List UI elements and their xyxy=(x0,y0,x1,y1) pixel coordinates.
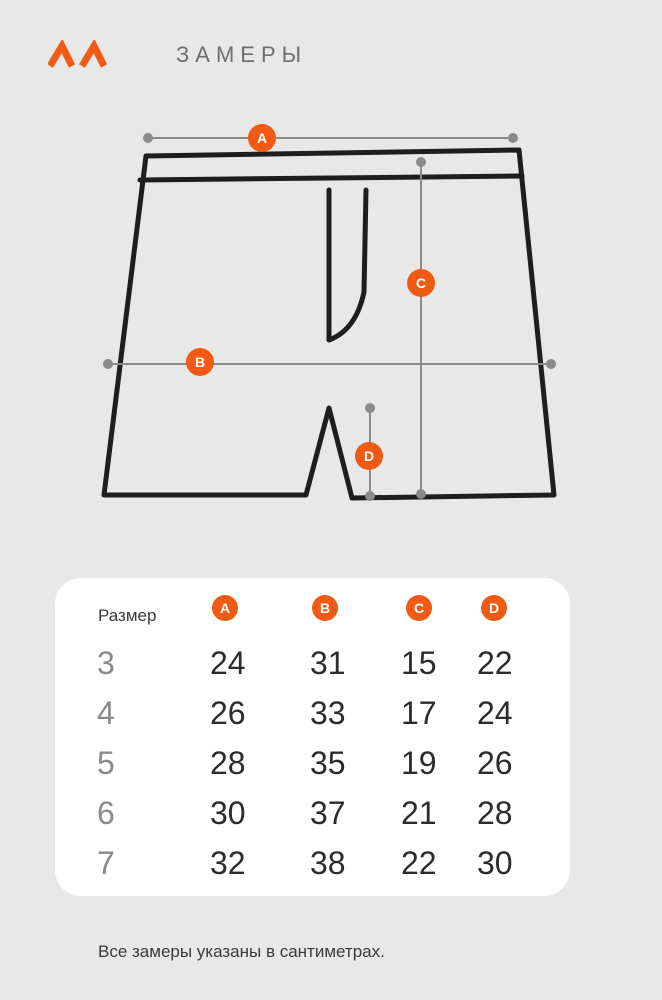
size-value: 4 xyxy=(97,695,115,731)
measure-b-value: 35 xyxy=(310,745,346,781)
shorts-outline xyxy=(104,150,554,498)
column-badge-a: A xyxy=(212,595,238,621)
marker-a xyxy=(248,124,276,152)
measure-a-value: 32 xyxy=(210,845,246,881)
measure-c-value: 22 xyxy=(401,845,437,881)
measure-a-value: 24 xyxy=(210,645,246,681)
measure-b-value: 31 xyxy=(310,645,346,681)
column-badge-b: B xyxy=(312,595,338,621)
svg-text:B: B xyxy=(194,354,206,370)
measure-c-value: 15 xyxy=(401,645,437,681)
table-row xyxy=(55,638,570,688)
size-table-card xyxy=(55,578,570,896)
column-badge-d: D xyxy=(481,595,507,621)
measure-b-value: 33 xyxy=(310,695,346,731)
svg-text:A: A xyxy=(256,130,268,146)
table-row xyxy=(55,788,570,838)
measure-d-value: 28 xyxy=(477,795,513,831)
marker-d xyxy=(355,442,383,470)
size-column-header: Размер xyxy=(98,606,157,625)
table-row xyxy=(55,738,570,788)
measure-c-value: 21 xyxy=(401,795,437,831)
page-title: ЗАМЕРЫ xyxy=(176,42,308,67)
column-badge-c: C xyxy=(406,595,432,621)
units-footnote: Все замеры указаны в сантиметрах. xyxy=(98,942,385,961)
measure-c-value: 19 xyxy=(401,745,437,781)
table-row xyxy=(55,688,570,738)
size-value: 5 xyxy=(97,745,115,781)
marker-b xyxy=(186,348,214,376)
measure-d-value: 22 xyxy=(477,645,513,681)
measure-d-value: 26 xyxy=(477,745,513,781)
measure-a-value: 26 xyxy=(210,695,246,731)
size-value: 6 xyxy=(97,795,115,831)
measure-d-value: 24 xyxy=(477,695,513,731)
measure-c-value: 17 xyxy=(401,695,437,731)
svg-text:C: C xyxy=(415,275,427,291)
measure-b-value: 37 xyxy=(310,795,346,831)
table-row xyxy=(55,838,570,888)
size-value: 7 xyxy=(97,845,115,881)
measure-a-value: 28 xyxy=(210,745,246,781)
size-value: 3 xyxy=(97,645,115,681)
measure-a-value: 30 xyxy=(210,795,246,831)
svg-text:D: D xyxy=(363,448,375,464)
measure-d-value: 30 xyxy=(477,845,513,881)
measure-b-value: 38 xyxy=(310,845,346,881)
marker-c xyxy=(407,269,435,297)
